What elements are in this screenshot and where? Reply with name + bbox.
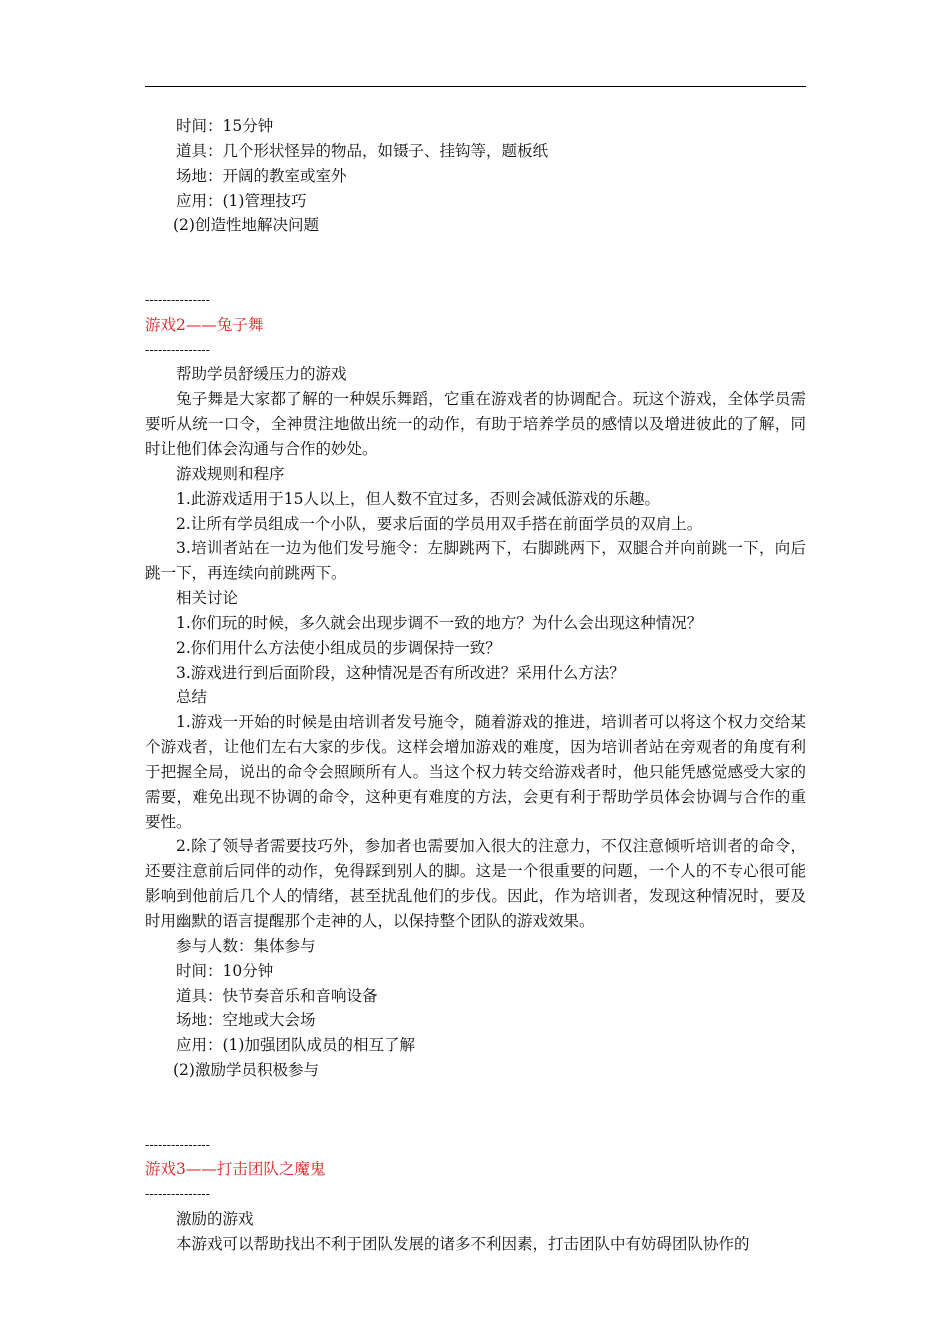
game2-rule: 2.让所有学员组成一个小队，要求后面的学员用双手搭在前面学员的双肩上。: [176, 514, 703, 533]
intro-line: 道具：几个形状怪异的物品，如镊子、挂钩等，题板纸: [176, 141, 549, 160]
spacer: [145, 1083, 806, 1133]
intro-line: 时间：15分钟: [176, 117, 274, 135]
game2-rule: 1.此游戏适用于15人以上，但人数不宜过多，否则会减低游戏的乐趣。: [176, 489, 661, 508]
game3-subtitle: 激励的游戏: [176, 1210, 254, 1229]
game2-intro: 兔子舞是大家都了解的一种娱乐舞蹈，它重在游戏者的协调配合。玩这个游戏，全体学员需要听从统一口令，全神贯注地做出统一的动作，有助于培养学员的感情以及增进彼此的了解，同时让他们体会沟通与合作的妙处。: [145, 390, 806, 458]
game2-discussion-heading: 相关讨论: [176, 589, 239, 608]
game2-discussion-item: 2.你们用什么方法使小组成员的步调保持一致？: [176, 638, 501, 657]
divider: ---------------: [145, 292, 210, 307]
intro-line: 应用：(1)管理技巧: [176, 191, 307, 210]
divider: ---------------: [145, 1137, 210, 1152]
game2-subtitle: 帮助学员舒缓压力的游戏: [176, 365, 347, 384]
document-body: [145, 114, 806, 1257]
game2-info-line: 参与人数：集体参与: [176, 936, 316, 955]
game2-summary-heading: 总结: [176, 688, 208, 707]
game2-summary-paragraph: 2.除了领导者需要技巧外，参加者也需要加入很大的注意力，不仅注意倾听培训者的命令，还要注意前后同伴的动作，免得踩到别人的脚。这是一个很重要的问题，一个人的不专心很可能影响到他前后几个人的情绪，甚至扰乱他们的步伐。因此，作为培训者，发现这种情况时，要及时用幽默的语言提醒那个走神的人，以保持整个团队的游戏效果。: [145, 837, 806, 930]
divider: ---------------: [145, 342, 210, 357]
game2-title: 游戏2——兔子舞: [145, 315, 264, 334]
game2-info-line: 场地：空地或大会场: [176, 1011, 316, 1030]
spacer: [145, 238, 806, 288]
game2-rules-heading: 游戏规则和程序: [176, 464, 285, 483]
intro-sub-line: (2)创造性地解决问题: [173, 216, 319, 235]
game2-info-line: 应用：(1)加强团队成员的相互了解: [176, 1036, 415, 1055]
game2-summary-paragraph: 1.游戏一开始的时候是由培训者发号施令，随着游戏的推进，培训者可以将这个权力交给某个游戏者，让他们左右大家的步伐。这样会增加游戏的难度，因为培训者站在旁观者的角度有利于把握全局，说出的命令会照顾所有人。当这个权力转交给游戏者时，他只能凭感觉感受大家的需要，难免出现不协调的命令，这种更有难度的方法，会更有利于帮助学员体会协调与合作的重要性。: [145, 713, 806, 831]
game3-title: 游戏3——打击团队之魔鬼: [145, 1160, 326, 1179]
game2-rule: 3.培训者站在一边为他们发号施令：左脚跳两下，右脚跳两下，双腿合并向前跳一下，向后跳一下，再连续向前跳两下。: [145, 539, 806, 583]
game2-discussion-item: 1.你们玩的时候，多久就会出现步调不一致的地方？为什么会出现这种情况？: [176, 613, 703, 632]
header-rule: [145, 86, 806, 87]
game3-intro: 本游戏可以帮助找出不利于团队发展的诸多不利因素，打击团队中有妨碍团队协作的: [176, 1234, 750, 1253]
game2-info-sub-line: (2)激励学员积极参与: [173, 1061, 319, 1080]
game2-info-line: 道具：快节奏音乐和音响设备: [176, 986, 378, 1005]
intro-line: 场地：开阔的教室或室外: [176, 166, 347, 185]
game2-info-line: 时间：10分钟: [176, 961, 274, 980]
divider: ---------------: [145, 1187, 210, 1202]
game2-discussion-item: 3.游戏进行到后面阶段，这种情况是否有所改进？采用什么方法？: [176, 663, 625, 682]
